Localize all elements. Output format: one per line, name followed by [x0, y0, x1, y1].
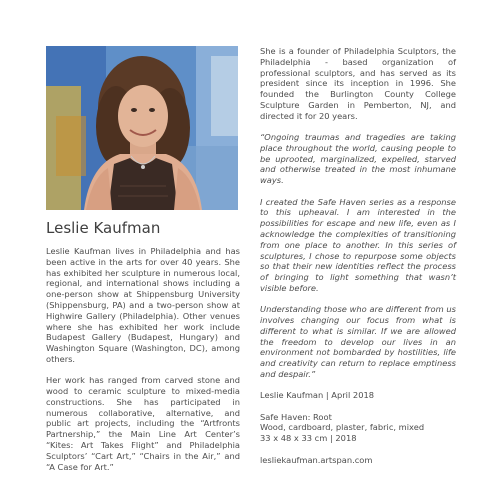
artwork-materials: Wood, cardboard, plaster, fabric, mixed — [260, 422, 425, 433]
artist-statement-paragraph: I created the Safe Haven series as a response to this upheaval. I am interested in the possibilities for escape and new life, even as I acknowledge the complexities of transitioning from one place to another. In this series of sculptures, I chose to repurpose some objects so that their new identities reflect the process of bringing to light something that wasn’t visible before. — [260, 196, 456, 293]
artwork-dimensions: 33 x 48 x 33 cm | 2018 — [260, 433, 357, 444]
biography-column — [46, 246, 240, 483]
artist-name: Leslie Kaufman — [46, 219, 161, 237]
artist-portrait-photo — [46, 46, 238, 210]
artist-statement-paragraph: Understanding those who are different from us involves changing our focus from what is different to what is similar. If we are allowed the freedom to develop our lives in an environment not bombarded by hostilities, life and creativity can return to replace emptiness and despair.” — [260, 304, 456, 380]
artist-website-link[interactable]: lesliekaufman.artspan.com — [260, 454, 373, 465]
artwork-title: Safe Haven: Root — [260, 411, 332, 422]
artwork-caption — [260, 412, 456, 444]
artist-statement-paragraph: “Ongoing traumas and tragedies are taking place throughout the world, causing people to be uprooted, marginalized, expelled, starved and otherwise treated in the most inhumane ways. — [260, 132, 456, 186]
portrait-photo-icon — [46, 46, 238, 210]
statement-attribution: Leslie Kaufman | April 2018 — [260, 390, 375, 401]
statement-column — [260, 46, 456, 476]
bio-paragraph: Her work has ranged from carved stone and wood to ceramic sculpture to mixed-media constructions. She has participated in numerous collaborative, alternative, and public art projects, including the “Artfronts Partnership,” the Main Line Art Center’s “Kites: Art Takes Flight” and Philadelphia Sculptors’ “Cart Art,” “Chairs in the Air,” and “A Case for Art.” — [46, 375, 240, 472]
bio-paragraph: She is a founder of Philadelphia Sculptors, the Philadelphia - based organization of professional sculptors, and has served as its president since its inception in 1996. She founded the Burlington County College Sculpture Garden in Pemberton, NJ, and directed it for 20 years. — [260, 46, 456, 121]
bio-paragraph: Leslie Kaufman lives in Philadelphia and has been active in the arts for over 40 years. She has exhibited her sculpture in numerous local, regional, and international shows including a one-person show at Shippensburg University (Shippensburg, PA) and a two-person show at Highwire Gallery (Philadelphia). Other venues where she has exhibited her work include Budapest Gallery (Budapest, Hungary) and Washington Square (Washington, DC), among others. — [46, 246, 240, 364]
